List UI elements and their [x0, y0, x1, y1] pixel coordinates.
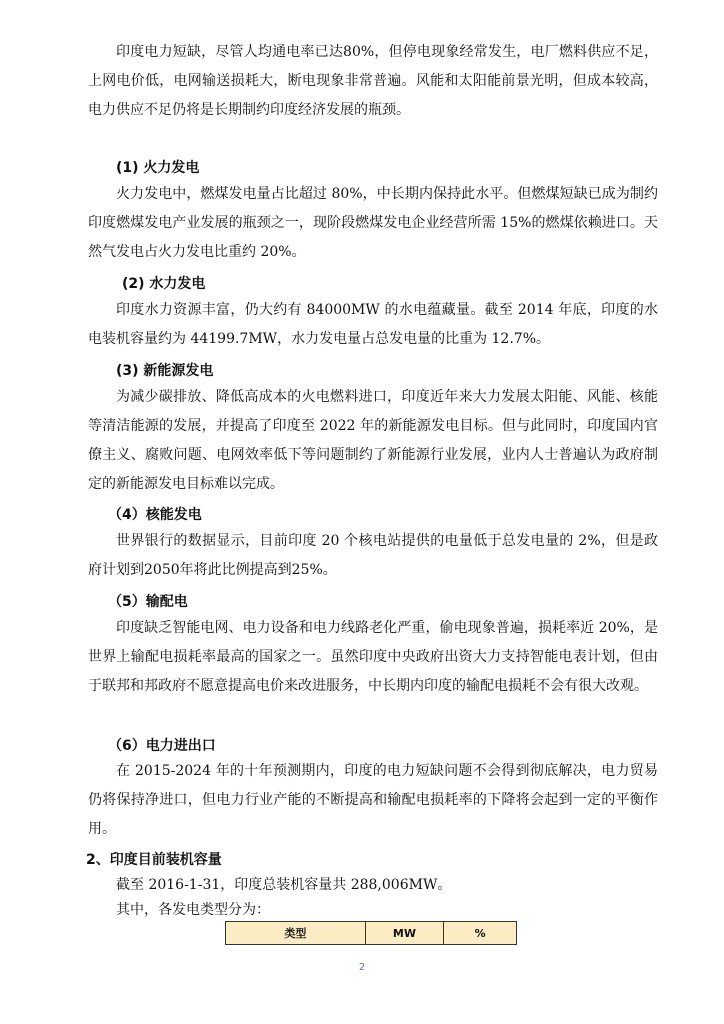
heading-nuclear-power: （4）核能发电: [108, 507, 202, 523]
heading-renewable-power: (3) 新能源发电: [116, 363, 214, 379]
paragraph-hydro-power: 印度水力资源丰富，仍大约有 84000MW 的水电蕴藏量。截至 2014 年底，印度的水电装机容量约为 44199.7MW，水力发电量占总发电量的比重为 12.7%。: [88, 302, 658, 347]
table-header-row: [226, 922, 517, 945]
paragraph-power-trade: 在 2015-2024 年的十年预测期内，印度的电力短缺问题不会得到彻底解决，电力贸易仍将保持净进口，但电力行业产能的不断提高和输配电损耗率的下降将会起到一定的平衡作用。: [88, 763, 658, 837]
paragraph-intro: 印度电力短缺，尽管人均通电率已达80%，但停电现象经常发生，电厂燃料供应不足，上网电价低，电网输送损耗大，断电现象非常普遍。风能和太阳能前景光明，但成本较高，电力供应不足仍将是长期制约印度经济发展的瓶颈。: [88, 44, 658, 118]
paragraph-nuclear-power: 世界银行的数据显示，目前印度 20 个核电站提供的电量低于总发电量的 2%，但是政府计划到2050年将此比例提高到25%。: [88, 533, 658, 578]
paragraph-renewable-power: 为减少碳排放、降低高成本的火电燃料进口，印度近年来大力发展太阳能、风能、核能等清洁能源的发展，并提高了印度至 2022 年的新能源发电目标。但与此同时，印度国内官僚主义、腐败问题、电网效率低下等问题制约了新能源行业发展，业内人士普遍认为政府制定的新能源发电目标难以完成。: [88, 389, 658, 492]
heading-hydro-power: (2) 水力发电: [122, 276, 206, 292]
capacity-table: [225, 921, 517, 945]
heading-power-trade: （6）电力进出口: [108, 738, 216, 754]
paragraph-thermal-power: 火力发电中，燃煤发电量占比超过 80%，中长期内保持此水平。但燃煤短缺已成为制约印度燃煤发电产业发展的瓶颈之一，现阶段燃煤发电企业经营所需 15%的燃煤依赖进口。天然气发电占火力发电比重约 20%。: [88, 186, 658, 260]
table-header-percent: %: [444, 922, 517, 945]
heading-installed-capacity: 2、印度目前装机容量: [86, 852, 222, 868]
page-number: 2: [358, 962, 366, 973]
table-header-type: 类型: [226, 922, 366, 945]
paragraph-capacity-types: 其中，各发电类型分为：: [116, 902, 270, 918]
table-header-mw: MW: [365, 922, 444, 945]
heading-thermal-power: (1) 火力发电: [116, 160, 200, 176]
paragraph-capacity-total: 截至 2016-1-31，印度总装机容量共 288,006MW。: [116, 877, 452, 893]
heading-transmission: （5）输配电: [108, 594, 188, 610]
paragraph-transmission: 印度缺乏智能电网、电力设备和电力线路老化严重，偷电现象普遍，损耗率近 20%，是世界上输配电损耗率最高的国家之一。虽然印度中央政府出资大力支持智能电表计划，但由于联邦和邦政府不愿意提高电价来改进服务，中长期内印度的输配电损耗不会有很大改观。: [88, 620, 658, 694]
